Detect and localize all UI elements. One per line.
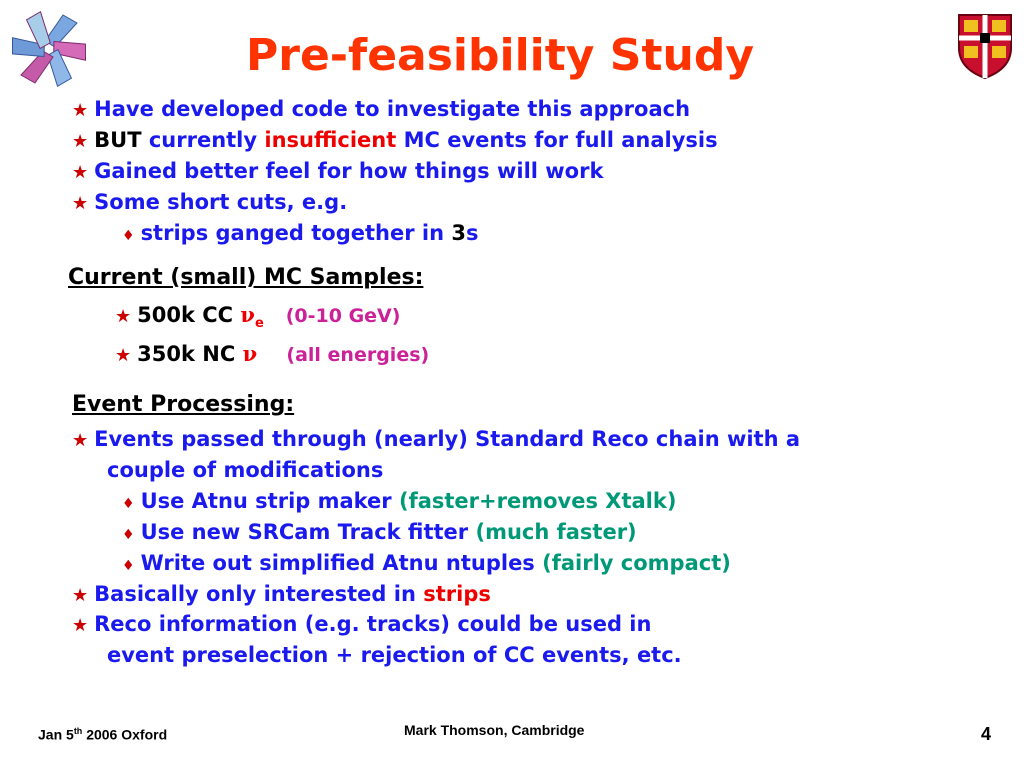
event-processing-heading: Event Processing: xyxy=(72,392,295,417)
sub-list-item: ♦ strips ganged together in 3s xyxy=(122,221,479,245)
mc-samples-heading: Current (small) MC Samples: xyxy=(68,265,424,290)
sub-list-item: ♦ Use Atnu strip maker (faster+removes Xtalk) xyxy=(122,489,677,513)
list-item: ★ 500k CC $\nu_e$ (0-10 GeV) xyxy=(115,302,401,332)
star-bullet-icon: ★ xyxy=(72,131,89,152)
star-bullet-icon: ★ xyxy=(115,345,132,366)
star-bullet-icon: ★ xyxy=(115,306,132,327)
list-item-continuation: event preselection + rejection of CC events, etc. xyxy=(107,643,682,667)
list-item: ★ Some short cuts, e.g. xyxy=(72,190,348,214)
sub-list-item: ♦ Write out simplified Atnu ntuples (fairly compact) xyxy=(122,551,731,575)
list-item: ★ 350k NC ν (all energies) xyxy=(115,341,430,366)
star-bullet-icon: ★ xyxy=(72,430,89,451)
star-bullet-icon: ★ xyxy=(72,162,89,183)
star-bullet-icon: ★ xyxy=(72,100,89,121)
diamond-bullet-icon: ♦ xyxy=(122,496,135,512)
star-bullet-icon: ★ xyxy=(72,193,89,214)
star-bullet-icon: ★ xyxy=(72,585,89,606)
list-item: ★ Events passed through (nearly) Standard Reco chain with a xyxy=(72,427,801,451)
footer-author: Mark Thomson, Cambridge xyxy=(404,722,585,738)
sub-list-item: ♦ Use new SRCam Track fitter (much faster) xyxy=(122,520,637,544)
page-number: 4 xyxy=(981,724,992,744)
slide-title: Pre-feasibility Study xyxy=(246,30,754,81)
list-item: ★ Gained better feel for how things will work xyxy=(72,159,604,183)
footer-date: Jan 5th 2006 Oxford xyxy=(38,726,168,743)
list-item-continuation: couple of modifications xyxy=(107,458,384,482)
diamond-bullet-icon: ♦ xyxy=(122,228,135,244)
list-item: ★ Basically only interested in strips xyxy=(72,582,491,606)
list-item: ★ Have developed code to investigate this approach xyxy=(72,97,691,121)
diamond-bullet-icon: ♦ xyxy=(122,527,135,543)
list-item: ★ Reco information (e.g. tracks) could be used in xyxy=(72,612,652,636)
star-bullet-icon: ★ xyxy=(72,615,89,636)
list-item: ★ BUT currently insufficient MC events for full analysis xyxy=(72,128,718,152)
diamond-bullet-icon: ♦ xyxy=(122,558,135,574)
